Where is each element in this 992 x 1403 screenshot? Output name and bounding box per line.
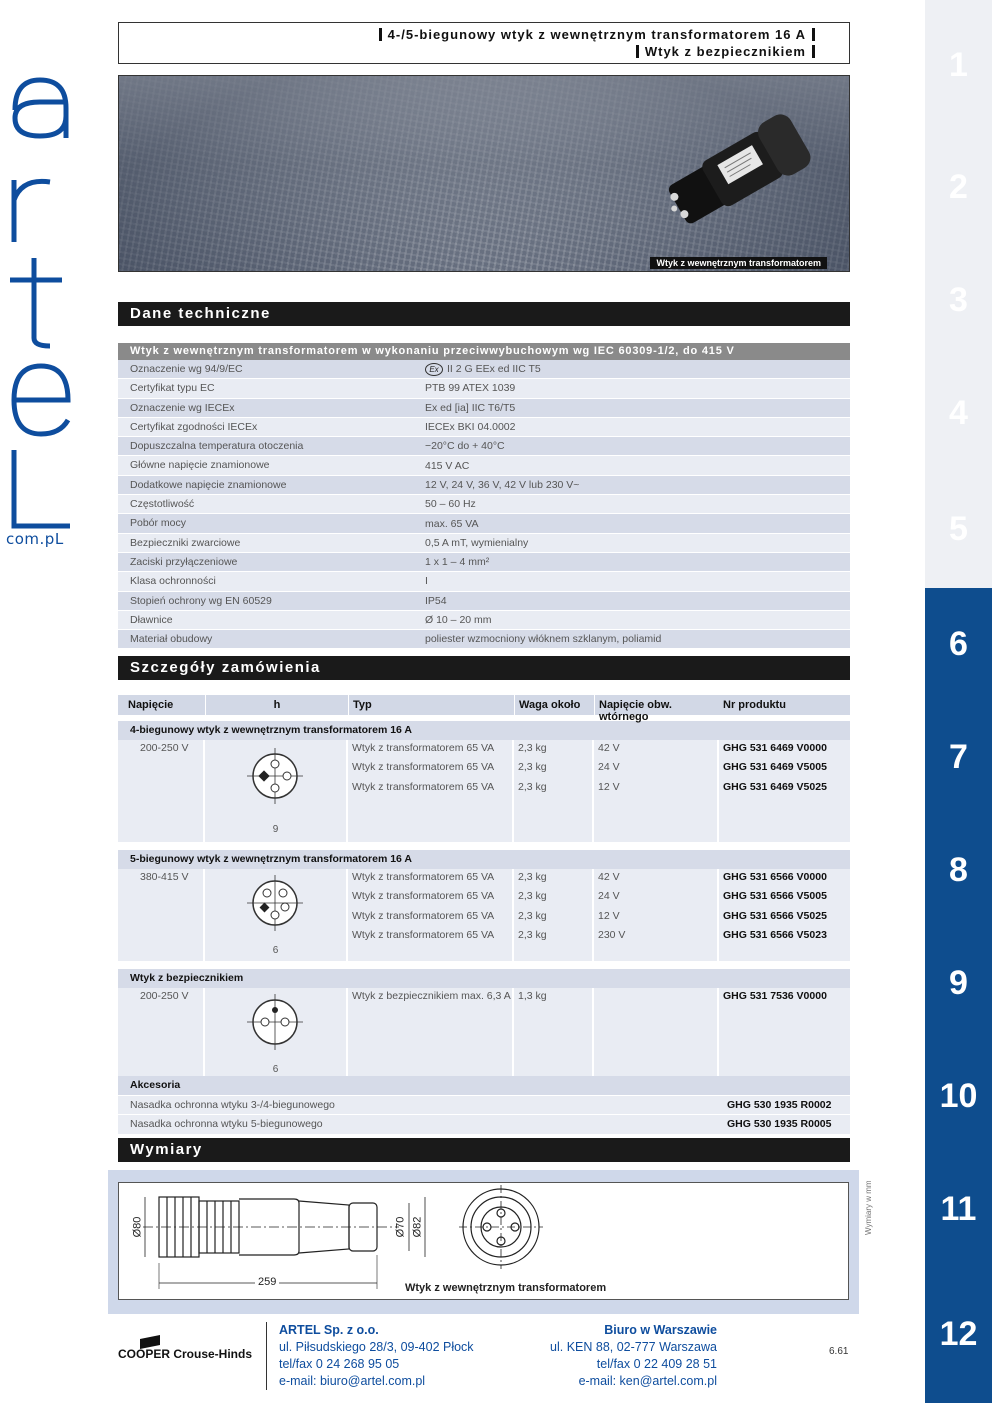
h-value: 9 — [272, 824, 279, 835]
tech-value: 12 V, 24 V, 36 V, 42 V lub 230 V~ — [425, 478, 580, 491]
accessory-row — [118, 1114, 850, 1133]
accessories-table — [118, 1076, 850, 1134]
tech-value: IECEx BKI 04.0002 — [425, 421, 516, 434]
tech-value: poliester wzmocniony włóknem szklanym, poliamid — [425, 633, 662, 646]
weight-value: 2,3 kg — [518, 761, 547, 774]
tech-value: I — [425, 575, 428, 588]
tech-value: max. 65 VA — [425, 517, 479, 530]
tech-label: Oznaczenie wg 94/9/EC — [130, 363, 243, 375]
product-number: GHG 531 6469 V5025 — [723, 780, 827, 793]
chapter-tab[interactable]: 12 — [925, 1266, 992, 1403]
tech-row — [118, 437, 850, 456]
accessory-row — [118, 1095, 850, 1114]
tech-row — [118, 379, 850, 398]
col-h: h — [205, 695, 348, 715]
col-secondary: Napięcie obw. wtórnego — [594, 695, 719, 715]
section-title-dimensions: Wymiary — [118, 1138, 850, 1162]
tech-label: Oznaczenie wg IECEx — [130, 401, 235, 414]
order-group — [118, 740, 850, 842]
secondary-value: 24 V — [598, 890, 620, 903]
chapter-tab[interactable]: 7 — [925, 701, 992, 814]
ex-icon: Ex — [425, 363, 443, 376]
type-value: Wtyk z transformatorem 65 VA — [352, 761, 495, 774]
secondary-value: 42 V — [598, 871, 620, 883]
col-voltage: Napięcie — [128, 699, 174, 711]
logo-domain-text: com.pL — [6, 530, 64, 548]
chapter-tab[interactable]: 10 — [925, 1040, 992, 1153]
footer-contact-warszawa — [550, 1322, 717, 1390]
plug-photo — [649, 104, 819, 244]
tech-label: Certyfikat zgodności IECEx — [130, 420, 258, 433]
dimensions-units-note: Wymiary w mm — [864, 1180, 873, 1235]
footer-phone: tel/fax 0 22 409 28 51 — [596, 1357, 717, 1371]
tech-row — [118, 360, 850, 379]
tech-table-heading: Wtyk z wewnętrznym transformatorem w wykonaniu przeciwwybuchowym wg IEC 60309-1/2, do 415 V — [118, 343, 850, 360]
secondary-value: 24 V — [598, 761, 620, 774]
chapter-tab[interactable]: 3 — [925, 244, 992, 357]
tech-label: Dławnice — [130, 613, 173, 626]
tech-value: 1 x 1 – 4 mm² — [425, 556, 490, 569]
chapter-tab[interactable]: 5 — [925, 470, 992, 588]
tech-label: Główne napięcie znamionowe — [130, 459, 270, 472]
chapter-tab[interactable]: 8 — [925, 814, 992, 927]
chapter-tab[interactable]: 6 — [925, 588, 992, 701]
product-number: GHG 531 6469 V5005 — [723, 761, 827, 774]
accessory-name: Nasadka ochronna wtyku 3-/4-biegunowego — [130, 1099, 335, 1111]
chapter-tabs — [925, 0, 992, 1403]
header-subtitle: Wtyk z bezpiecznikiem — [636, 44, 815, 59]
tech-value: Ø 10 – 20 mm — [425, 614, 492, 626]
tech-label: Dodatkowe napięcie znamionowe — [130, 478, 287, 491]
tech-value: II 2 G EEx ed IIC T5 — [447, 363, 541, 376]
tech-label: Dopuszczalna temperatura otoczenia — [130, 440, 304, 453]
tech-row — [118, 514, 850, 533]
product-number: GHG 531 7536 V0000 — [723, 990, 827, 1002]
type-value: Wtyk z transformatorem 65 VA — [352, 780, 495, 793]
type-value: Wtyk z transformatorem 65 VA — [352, 909, 495, 922]
tech-row — [118, 418, 850, 437]
chapter-tab[interactable]: 2 — [925, 131, 992, 244]
chapter-tab[interactable]: 11 — [925, 1153, 992, 1266]
weight-value: 2,3 kg — [518, 780, 547, 793]
section-title-tech: Dane techniczne — [118, 302, 850, 326]
tech-row — [118, 399, 850, 418]
tech-value: −20°C do + 40°C — [425, 440, 505, 453]
dim-length: 259 — [255, 1276, 279, 1288]
weight-value: 1,3 kg — [518, 990, 547, 1002]
secondary-value — [594, 988, 717, 1007]
chapter-tab[interactable]: 4 — [925, 357, 992, 470]
pin-layout-4pole-icon — [205, 740, 348, 820]
footer-office: Biuro w Warszawie — [604, 1323, 717, 1337]
product-number: GHG 530 1935 R0002 — [727, 1099, 832, 1111]
tech-label: Klasa ochronności — [130, 575, 216, 588]
secondary-value: 12 V — [598, 909, 620, 922]
footer-brand: COOPER Crouse-Hinds — [118, 1347, 253, 1361]
type-value: Wtyk z bezpiecznikiem max. 6,3 A — [352, 990, 511, 1002]
tech-row — [118, 476, 850, 495]
product-number: GHG 531 6566 V0000 — [723, 871, 827, 883]
weight-value: 2,3 kg — [518, 742, 547, 754]
h-value: 6 — [272, 945, 279, 956]
order-table-header — [118, 695, 850, 723]
tech-value: 50 – 60 Hz — [425, 498, 476, 511]
type-value: Wtyk z transformatorem 65 VA — [352, 742, 495, 754]
weight-value: 2,3 kg — [518, 871, 547, 883]
dim-diameter-82: Ø82 — [411, 1216, 424, 1238]
order-group-title: 4-biegunowy wtyk z wewnętrznym transformatorem 16 A — [118, 721, 850, 740]
footer-email[interactable]: e-mail: ken@artel.com.pl — [578, 1374, 717, 1388]
tech-value: 415 V AC — [425, 459, 470, 472]
footer-phone: tel/fax 0 24 268 95 05 — [279, 1357, 400, 1371]
weight-value: 2,3 kg — [518, 890, 547, 903]
tech-row — [118, 456, 850, 475]
header-title: 4-/5-biegunowy wtyk z wewnętrznym transformatorem 16 A — [379, 27, 815, 42]
voltage-value: 200-250 V — [140, 742, 189, 754]
dimensions-drawing — [118, 1182, 849, 1300]
col-weight: Waga około — [514, 695, 594, 715]
order-group — [118, 869, 850, 961]
secondary-value: 12 V — [598, 780, 620, 793]
product-number: GHG 531 6566 V5005 — [723, 890, 827, 903]
tech-table — [118, 343, 850, 649]
accessory-name: Nasadka ochronna wtyku 5-biegunowego — [130, 1118, 323, 1131]
tech-row — [118, 553, 850, 572]
tech-row — [118, 592, 850, 611]
hero-caption: Wtyk z wewnętrznym transformatorem — [650, 257, 827, 269]
col-type: Typ — [348, 695, 514, 715]
tech-row — [118, 495, 850, 514]
secondary-value: 42 V — [598, 742, 620, 754]
h-value: 6 — [272, 1064, 279, 1075]
tech-row — [118, 534, 850, 553]
tech-row — [118, 572, 850, 591]
chapter-tab[interactable]: 9 — [925, 927, 992, 1040]
dimensions-caption: Wtyk z wewnętrznym transformatorem — [405, 1282, 607, 1294]
footer-email[interactable]: e-mail: biuro@artel.com.pl — [279, 1374, 426, 1388]
tech-value: 0,5 A mT, wymienialny — [425, 536, 529, 549]
artel-logo — [0, 70, 80, 530]
chapter-tab[interactable]: 1 — [925, 0, 992, 131]
footer-address: ul. KEN 88, 02-777 Warszawa — [550, 1340, 717, 1354]
product-number: GHG 531 6566 V5025 — [723, 909, 827, 922]
tech-value: IP54 — [425, 594, 447, 607]
section-title-order: Szczegóły zamówienia — [118, 656, 850, 680]
footer-address: ul. Piłsudskiego 28/3, 09-402 Płock — [279, 1340, 474, 1354]
weight-value: 2,3 kg — [518, 909, 547, 922]
tech-label: Materiał obudowy — [130, 633, 213, 646]
tech-label: Pobór mocy — [130, 517, 187, 530]
dimensions-panel — [108, 1170, 859, 1314]
accessories-title: Akcesoria — [118, 1076, 850, 1095]
order-group-title: 5-biegunowy wtyk z wewnętrznym transformatorem 16 A — [118, 850, 850, 869]
tech-row — [118, 611, 850, 630]
product-number: GHG 531 6566 V5023 — [723, 928, 827, 941]
type-value: Wtyk z transformatorem 65 VA — [352, 890, 495, 903]
header-box — [118, 22, 850, 64]
hero-image — [118, 75, 850, 272]
tech-value: PTB 99 ATEX 1039 — [425, 382, 516, 395]
col-product: Nr produktu — [723, 699, 786, 711]
weight-value: 2,3 kg — [518, 928, 547, 941]
dim-diameter-70: Ø70 — [394, 1216, 407, 1238]
product-number: GHG 531 6469 V0000 — [723, 742, 827, 754]
tech-label: Bezpieczniki zwarciowe — [130, 536, 241, 549]
cooper-crouse-hinds-logo — [118, 1335, 258, 1370]
artel-logo-graphic — [0, 70, 80, 530]
tech-label: Certyfikat typu EC — [130, 382, 215, 395]
tech-label: Zaciski przyłączeniowe — [130, 555, 238, 568]
tech-label: Stopień ochrony wg EN 60529 — [130, 594, 272, 607]
order-group-title: Wtyk z bezpiecznikiem — [118, 969, 850, 988]
tech-value: Ex ed [ia] IIC T6/T5 — [425, 401, 516, 414]
type-value: Wtyk z transformatorem 65 VA — [352, 871, 495, 883]
plug-dimension-drawing — [119, 1183, 847, 1298]
order-table — [118, 695, 850, 1080]
product-number: GHG 530 1935 R0005 — [727, 1118, 832, 1131]
order-group — [118, 988, 850, 1080]
pin-layout-5pole-icon — [205, 869, 348, 949]
voltage-value: 200-250 V — [140, 990, 189, 1002]
footer-contact-plock — [266, 1322, 474, 1390]
voltage-value: 380-415 V — [140, 871, 189, 883]
tech-label: Częstotliwość — [130, 498, 195, 511]
secondary-value: 230 V — [598, 928, 626, 941]
dim-diameter-80: Ø80 — [131, 1216, 144, 1238]
footer-company: ARTEL Sp. z o.o. — [279, 1323, 379, 1337]
type-value: Wtyk z transformatorem 65 VA — [352, 928, 495, 941]
tech-row — [118, 630, 850, 649]
page-number: 6.61 — [829, 1346, 849, 1357]
pin-layout-fuse-icon — [205, 988, 348, 1068]
